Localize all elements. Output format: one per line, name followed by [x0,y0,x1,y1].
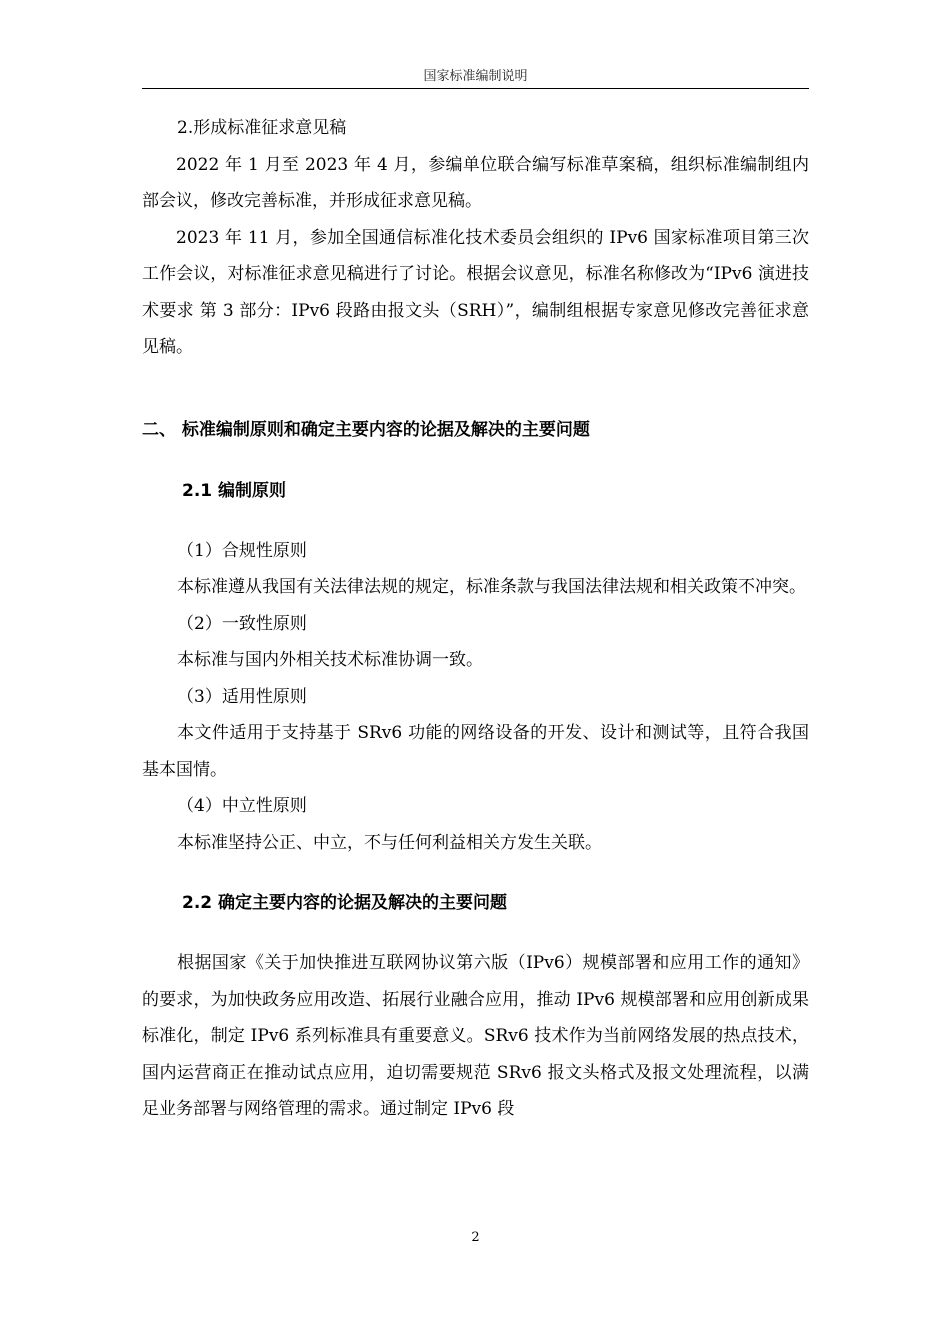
principle-title: （2）一致性原则 [177,613,307,634]
paragraph: 本文件适用于支持基于 SRv6 功能的网络设备的开发、设计和测试等，且符合我国基本国情。 [142,723,809,780]
paragraph: 2023 年 11 月，参加全国通信标准化技术委员会组织的 IPv6 国家标准项目第三次工作会议，对标准征求意见稿进行了讨论。根据会议意见，标准名称修改为“IPv6 演进技术要求 第 3 部分：IPv6 段路由报文头（SRH）”，编制组根据专家意见修改完善征求意见稿。 [142,227,809,357]
spacer [142,509,809,533]
paragraph: 本标准遵从我国有关法律法规的规定，标准条款与我国法律法规和相关政策不冲突。 [177,577,806,597]
principle-title: （3）适用性原则 [177,686,307,707]
spacer [142,921,809,945]
document-body [142,110,809,1128]
paragraph: 2022 年 1 月至 2023 年 4 月，参编单位联合编写标准草案稿，组织标准编制组内部会议，修改完善标准，并形成征求意见稿。 [142,154,809,211]
subsection-title: 2.形成标准征求意见稿 [177,118,347,138]
principle-title: （4）中立性原则 [177,796,307,816]
principle-title: （1）合规性原则 [177,540,307,561]
page-number: 2 [471,1230,480,1245]
header-rule [142,88,809,89]
paragraph: 根据国家《关于加快推进互联网协议第六版（IPv6）规模部署和应用工作的通知》的要求，为加快政务应用改造、拓展行业融合应用，推动 IPv6 规模部署和应用创新成果标准化，制定 IPv6 系列标准具有重要意义。SRv6 技术作为当前网络发展的热点技术，国内运营商正在推动试点应用，迫切需要规范 SRv6 报文头格式及报文处理流程，以满足业务部署与网络管理的需求。通过制定 IPv6 段 [142,953,809,1119]
paragraph: 本标准与国内外相关技术标准协调一致。 [177,650,483,670]
spacer [142,366,809,412]
subsection-heading: 2.2 确定主要内容的论据及解决的主要问题 [182,893,508,913]
page-header: 国家标准编制说明 [423,69,528,84]
section-heading: 二、 标准编制原则和确定主要内容的论据及解决的主要问题 [142,419,590,440]
spacer [142,861,809,885]
spacer [142,448,809,473]
subsection-heading: 2.1 编制原则 [182,480,287,501]
paragraph: 本标准坚持公正、中立，不与任何利益相关方发生关联。 [177,832,602,853]
